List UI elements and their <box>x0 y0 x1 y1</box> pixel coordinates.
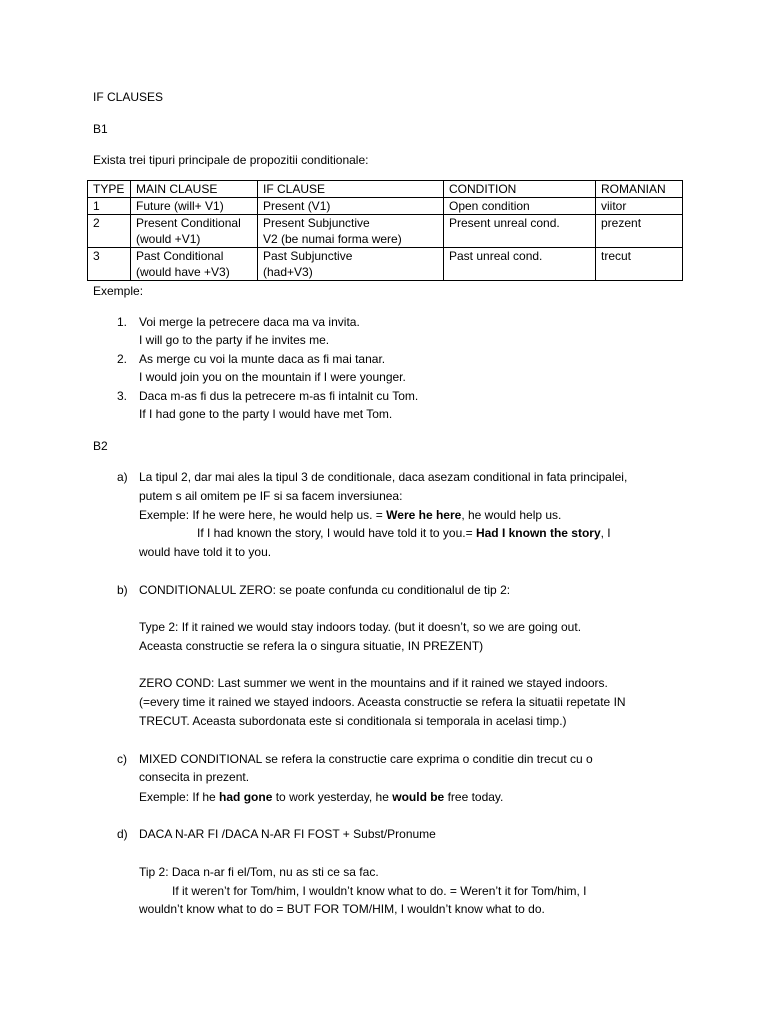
item-b-line: CONDITIONALUL ZERO: se poate confunda cu conditionalul de tip 2: <box>139 583 511 597</box>
list-item-english: I will go to the party if he invites me. <box>139 333 330 347</box>
item-c-line: MIXED CONDITIONAL se refera la constructie care exprima o conditie din trecut cu o <box>139 752 593 766</box>
item-d-line: Tip 2: Daca n-ar fi el/Tom, nu as sti ce sa fac. <box>139 865 379 879</box>
table-cell-if-clause <box>258 215 444 248</box>
table-header-cell: CONDITION <box>444 181 596 198</box>
bold-text-run: would be <box>392 790 445 804</box>
item-a-line: La tipul 2, dar mai ales la tipul 3 de conditionale, daca asezam conditional in fata principalei, <box>139 470 628 484</box>
item-a-example <box>197 525 611 541</box>
table-cell-main-clause: Future (will+ V1) <box>131 198 258 215</box>
bold-text-run: Had I known the story <box>475 526 601 540</box>
item-b-line: (=every time it rained we stayed indoors. Aceasta constructie se refera la situatii repetate IN <box>139 695 626 709</box>
table-cell-romanian: prezent <box>596 215 683 248</box>
table-cell-type: 1 <box>88 198 131 215</box>
item-b-line: ZERO COND: Last summer we went in the mountains and if it rained we stayed indoors. <box>139 676 608 690</box>
table-cell-if-clause <box>258 248 444 281</box>
bold-text-run: Were he here <box>386 508 462 522</box>
cell-line: V2 (be numai forma were) <box>263 232 402 246</box>
bold-text-run: had gone <box>219 790 273 804</box>
doc-title: IF CLAUSES <box>93 90 164 104</box>
list-item-romanian: Daca m-as fi dus la petrecere m-as fi intalnit cu Tom. <box>139 389 419 403</box>
table-header-row <box>88 181 683 198</box>
conditionals-table <box>87 180 683 281</box>
item-a-line: would have told it to you. <box>139 545 272 559</box>
item-c-example <box>139 789 503 805</box>
intro-text: Exista trei tipuri principale de propozitii conditionale: <box>93 153 369 167</box>
item-d-line: If it weren’t for Tom/him, I wouldn’t know what to do. = Weren’t it for Tom/him, I <box>172 884 587 898</box>
text-run: , he would help us. <box>461 508 562 522</box>
text-run: , I <box>600 526 611 540</box>
examples-label: Exemple: <box>93 284 144 298</box>
item-d-line: wouldn’t know what to do = BUT FOR TOM/HIM, I wouldn’t know what to do. <box>139 902 545 916</box>
list-item-romanian: As merge cu voi la munte daca as fi mai tanar. <box>139 352 386 366</box>
cell-line: (would have +V3) <box>136 265 230 279</box>
item-a-line: putem s ail omitem pe IF si sa facem inversiunea: <box>139 489 403 503</box>
item-marker-c: c) <box>117 752 127 766</box>
table-cell-main-clause <box>131 248 258 281</box>
table-row <box>88 198 683 215</box>
table-cell-type: 2 <box>88 215 131 248</box>
item-marker-d: d) <box>117 827 128 841</box>
table-header-cell: ROMANIAN <box>596 181 683 198</box>
item-d-line: DACA N-AR FI /DACA N-AR FI FOST + Subst/Pronume <box>139 827 436 841</box>
table-cell-if-clause: Present (V1) <box>258 198 444 215</box>
text-run: free today. <box>444 790 504 804</box>
table-row <box>88 215 683 248</box>
cell-line: Present Subjunctive <box>263 216 370 230</box>
text-run: to work yesterday, he <box>272 790 393 804</box>
section-b1-heading: B1 <box>93 122 108 136</box>
table-cell-condition: Present unreal cond. <box>444 215 596 248</box>
table-cell-romanian: trecut <box>596 248 683 281</box>
list-item-number: 1. <box>117 315 128 329</box>
table-cell-type: 3 <box>88 248 131 281</box>
table-cell-condition: Open condition <box>444 198 596 215</box>
list-item-romanian: Voi merge la petrecere daca ma va invita. <box>139 315 360 329</box>
list-item-english: If I had gone to the party I would have met Tom. <box>139 407 393 421</box>
section-b2-heading: B2 <box>93 439 108 453</box>
item-marker-a: a) <box>117 470 128 484</box>
item-marker-b: b) <box>117 583 128 597</box>
cell-line: Past Conditional <box>136 249 224 263</box>
cell-line: Past Subjunctive <box>263 249 353 263</box>
item-c-line: consecita in prezent. <box>139 770 250 784</box>
item-b-line: TRECUT. Aceasta subordonata este si conditionala si temporala in acelasi timp.) <box>139 714 567 728</box>
table-header-cell: IF CLAUSE <box>258 181 444 198</box>
list-item-number: 3. <box>117 389 128 403</box>
table-cell-main-clause <box>131 215 258 248</box>
cell-line: Present Conditional <box>136 216 241 230</box>
cell-line: (had+V3) <box>263 265 313 279</box>
table-header-cell: MAIN CLAUSE <box>131 181 258 198</box>
item-b-line: Type 2: If it rained we would stay indoors today. (but it doesn’t, so we are going out. <box>139 620 582 634</box>
text-run: Exemple: If he <box>139 790 220 804</box>
item-a-example <box>139 507 561 523</box>
table-cell-romanian: viitor <box>596 198 683 215</box>
list-item-english: I would join you on the mountain if I were younger. <box>139 370 406 384</box>
list-item-number: 2. <box>117 352 128 366</box>
table-header-cell: TYPE <box>88 181 131 198</box>
table-row <box>88 248 683 281</box>
text-run: Exemple: If he were here, he would help us. = <box>139 508 387 522</box>
item-b-line: Aceasta constructie se refera la o singura situatie, IN PREZENT) <box>139 639 484 653</box>
cell-line: (would +V1) <box>136 232 201 246</box>
text-run: If I had known the story, I would have told it to you.= <box>197 526 476 540</box>
table-cell-condition: Past unreal cond. <box>444 248 596 281</box>
